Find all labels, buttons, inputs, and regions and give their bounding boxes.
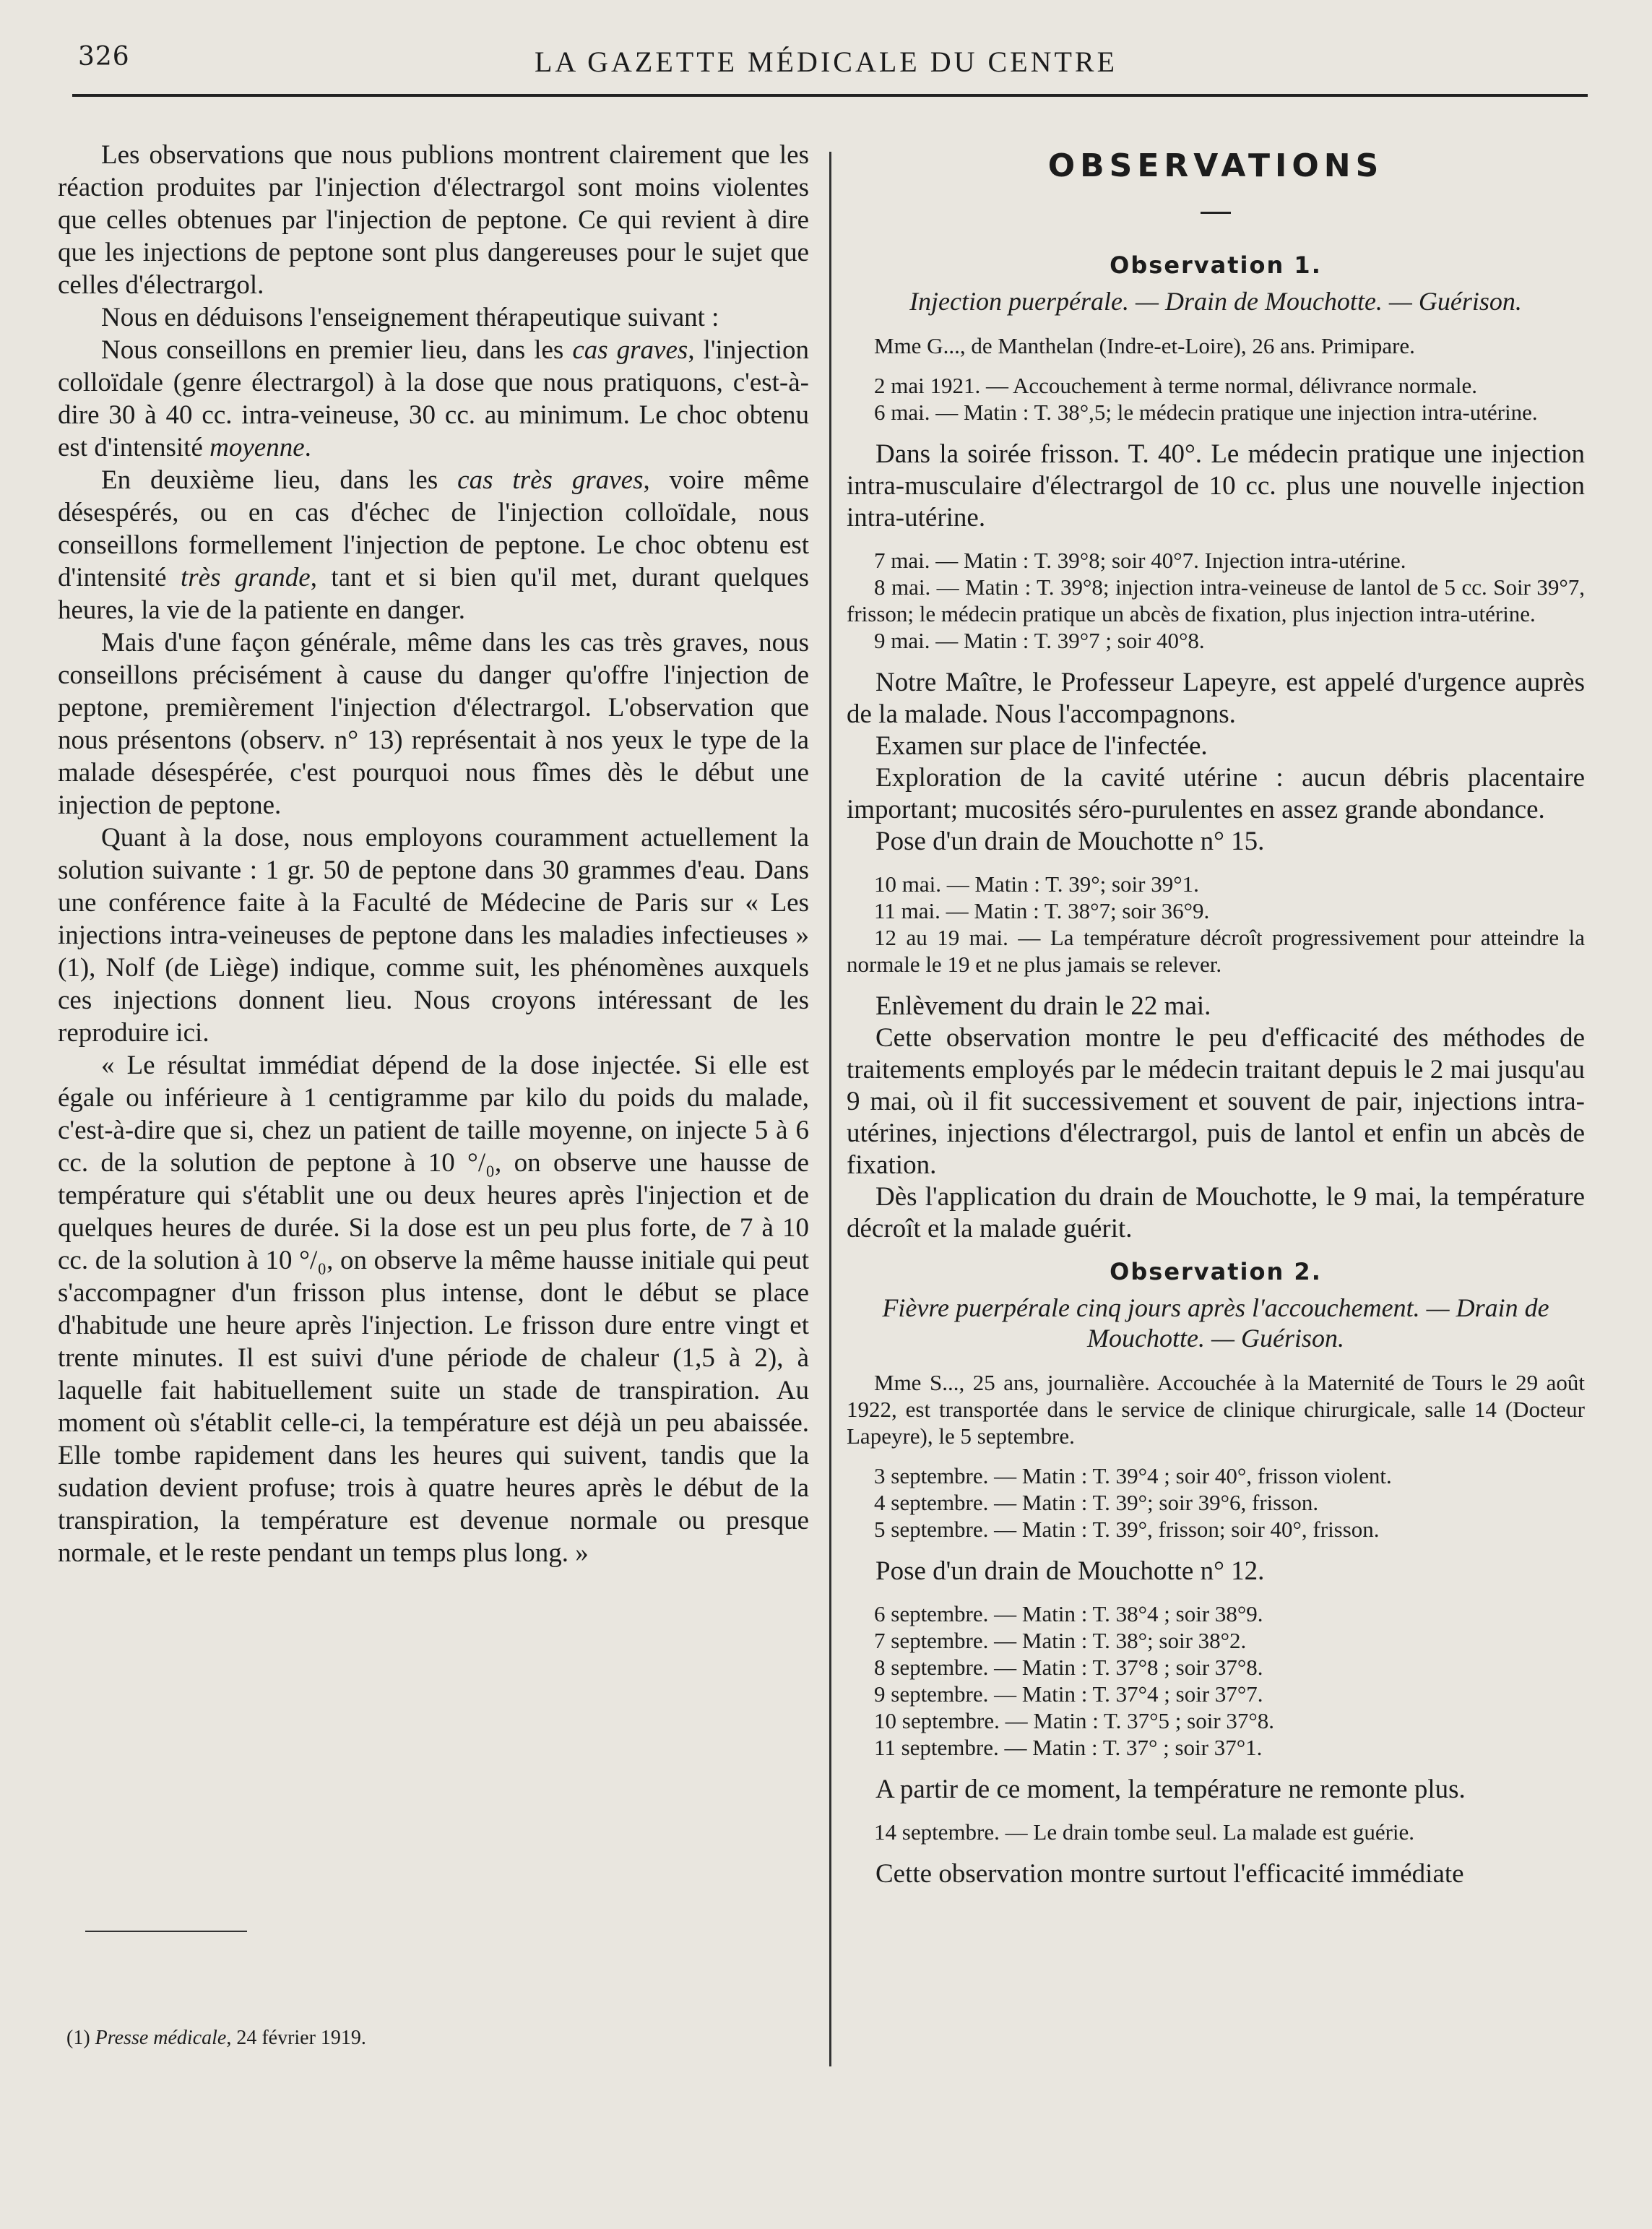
log-entry: 6 mai. — Matin : T. 38°,5; le médecin pratique une injection intra-utérine. — [874, 400, 1538, 425]
log-entry: 4 septembre. — Matin : T. 39°; soir 39°6, frisson. — [874, 1490, 1319, 1515]
paragraph: Dès l'application du drain de Mouchotte, le 9 mai, la température décroît et la malade guérit. — [847, 1182, 1585, 1243]
paragraph: Dans la soirée frisson. T. 40°. Le médecin pratique une injection intra-musculaire d'électrargol de 10 cc. plus une nouvelle injection intra-utérine. — [847, 439, 1585, 533]
paragraph — [58, 334, 809, 464]
emphasis: cas très graves — [457, 465, 644, 495]
log-entry: 5 septembre. — Matin : T. 39°, frisson; soir 40°, frisson. — [874, 1517, 1380, 1542]
paragraph: A partir de ce moment, la température ne remonte plus. — [875, 1775, 1466, 1804]
log-entry: 11 septembre. — Matin : T. 37° ; soir 37°1. — [874, 1735, 1263, 1760]
observation-2-subtitle: Fièvre puerpérale cinq jours après l'accouchement. — Drain de Mouchotte. — Guérison. — [882, 1293, 1549, 1353]
paragraph: Notre Maître, le Professeur Lapeyre, est appelé d'urgence auprès de la malade. Nous l'accompagnons. — [847, 668, 1585, 729]
paragraph: Mais d'une façon générale, même dans les cas très graves, nous conseillons précisément à cause du danger qu'offre l'injection de peptone, premièrement l'injection d'électrargol. L'observation que nous présentons (observ. n° 13) représentait à nos yeux le type de la malade désespérée, c'est pourquoi nous fîmes dès le début une injection de peptone. — [58, 628, 809, 820]
log-entry: 11 mai. — Matin : T. 38°7; soir 36°9. — [874, 898, 1210, 923]
paragraph: Pose d'un drain de Mouchotte n° 15. — [875, 827, 1265, 856]
log-entry: 12 au 19 mai. — La température décroît progressivement pour atteindre la normale le 19 et ne plus jamais se relever. — [847, 925, 1585, 977]
footnote-date: , 24 février 1919. — [226, 2027, 366, 2049]
footnote-rule — [85, 1931, 247, 1932]
text-run: Nous conseillons en premier lieu, dans les — [101, 335, 573, 365]
log-entry: 6 septembre. — Matin : T. 38°4 ; soir 38°9. — [874, 1601, 1263, 1626]
paragraph — [58, 464, 809, 626]
footnote — [66, 2027, 366, 2050]
header-rule — [72, 94, 1588, 97]
emphasis: très grande — [180, 563, 311, 592]
paragraph: Enlèvement du drain le 22 mai. — [875, 991, 1211, 1021]
observation-1-subtitle: Injection puerpérale. — Drain de Mouchotte. — Guérison. — [909, 287, 1522, 316]
heading-dash — [1201, 212, 1231, 214]
log-entry: 7 septembre. — Matin : T. 38°; soir 38°2. — [874, 1628, 1247, 1653]
log-entry: 9 mai. — Matin : T. 39°7 ; soir 40°8. — [874, 628, 1205, 653]
patient-intro: Mme S..., 25 ans, journalière. Accouchée à la Maternité de Tours le 29 août 1922, est transportée dans le service de clinique chirurgicale, salle 14 (Docteur Lapeyre), le 5 septembre. — [847, 1370, 1585, 1449]
paragraph: Les observations que nous publions montrent clairement que les réaction produites par l'injection d'électrargol sont moins violentes que celles obtenues par l'injection de peptone. Ce qui revient à dire que les injections de peptone sont plus dangereuses pour le sujet que celles d'électrargol. — [58, 140, 809, 300]
log-entry: 2 mai 1921. — Accouchement à terme normal, délivrance normale. — [874, 373, 1477, 398]
paragraph: Pose d'un drain de Mouchotte n° 12. — [875, 1556, 1265, 1586]
observation-2-title: Observation 2. — [1110, 1258, 1322, 1285]
text-run: En deuxième lieu, dans les — [101, 465, 458, 495]
paragraph: Cette observation montre le peu d'efficacité des méthodes de traitements employés par le médecin traitant depuis le 2 mai jusqu'au 9 mai, où il fit successivement et souvent de pair, injections intra-utérines, injections d'électrargol, puis de lantol et enfin un abcès de fixation. — [847, 1023, 1585, 1180]
column-divider — [829, 152, 831, 2066]
left-column — [58, 139, 809, 1569]
right-column — [847, 142, 1585, 1890]
section-heading: OBSERVATIONS — [1047, 147, 1384, 184]
page-number: 326 — [78, 42, 130, 72]
patient-intro: Mme G..., de Manthelan (Indre-et-Loire), 26 ans. Primipare. — [874, 333, 1415, 358]
paragraph: Exploration de la cavité utérine : aucun débris placentaire important; mucosités séro-purulentes en assez grande abondance. — [847, 763, 1585, 824]
text-run: , voire même désespérés, ou en cas d'échec de l'injection colloïdale, nous conseillons formellement l'injection de peptone. Le choc obtenu est d'intensité — [58, 465, 809, 592]
footnote-source: Presse médicale — [95, 2027, 227, 2049]
log-entry: 8 septembre. — Matin : T. 37°8 ; soir 37°8. — [874, 1655, 1263, 1680]
text-run: , l'injection colloïdale (genre électrargol) à la dose que nous pratiquons, c'est-à-dire 30 à 40 cc. intra-veineuse, 30 cc. au minimum. Le choc obtenu est d'intensité — [58, 335, 809, 462]
log-entry: 10 mai. — Matin : T. 39°; soir 39°1. — [874, 871, 1199, 897]
paragraph: Cette observation montre surtout l'efficacité immédiate — [875, 1859, 1464, 1889]
log-entry: 9 septembre. — Matin : T. 37°4 ; soir 37°7. — [874, 1681, 1263, 1707]
footnote-number: (1) — [66, 2027, 95, 2049]
emphasis: cas graves — [572, 335, 688, 365]
emphasis: moyenne — [209, 433, 305, 462]
paragraph: Nous en déduisons l'enseignement thérapeutique suivant : — [101, 303, 719, 332]
paragraph: Examen sur place de l'infectée. — [875, 731, 1208, 761]
log-entry: 7 mai. — Matin : T. 39°8; soir 40°7. Injection intra-utérine. — [874, 548, 1406, 573]
log-entry: 10 septembre. — Matin : T. 37°5 ; soir 37°8. — [874, 1708, 1275, 1733]
log-entry: 14 septembre. — Le drain tombe seul. La malade est guérie. — [874, 1819, 1415, 1845]
text-run: , tant et si bien qu'il met, durant quelques heures, la vie de la patiente en danger. — [58, 563, 810, 625]
text-run: . — [304, 433, 311, 462]
paragraph: Quant à la dose, nous employons couramment actuellement la solution suivante : 1 gr. 50 de peptone dans 30 grammes d'eau. Dans une conférence faite à la Faculté de Médecine de Paris sur « Les injections intra-veineuses de peptone dans les maladies infectieuses » (1), Nolf (de Liège) indique, comme suit, les phénomènes auxquels ces injections donnent lieu. Nous croyons intéressant de les reproduire ici. — [58, 823, 809, 1048]
paragraph: « Le résultat immédiat dépend de la dose injectée. Si elle est égale ou inférieure à 1 centigramme par kilo du poids du malade, c'est-à-dire que si, chez un patient de taille moyenne, on injecte 5 à 6 cc. de la solution de peptone à 10 °/₀, on observe une hausse de température qui s'établit une ou deux heures après l'injection et de quelques heures de durée. Si la dose est un peu plus forte, de 7 à 10 cc. de la solution à 10 °/₀, on observe la même hausse initiale qui peut s'accompagner d'un frisson plus intense, dont le début se place d'habitude une heure après l'injection. Le frisson dure entre vingt et trente minutes. Il est suivi d'une période de chaleur (1,5 à 2), à laquelle fait habituellement suite un stade de transpiration. Au moment où s'établit celle-ci, la température est déjà un peu abaissée. Elle tombe rapidement dans les heures qui suivent, tandis que la sudation devient profuse; trois à quatre heures après le début de la transpiration, la température est devenue normale ou presque normale, et le reste pendant un temps plus long. » — [58, 1051, 809, 1568]
observation-1-title: Observation 1. — [1110, 251, 1322, 279]
log-entry: 8 mai. — Matin : T. 39°8; injection intra-veineuse de lantol de 5 cc. Soir 39°7, frisson; le médecin pratique un abcès de fixation, plus injection intra-utérine. — [847, 574, 1585, 626]
running-title: LA GAZETTE MÉDICALE DU CENTRE — [535, 46, 1118, 78]
log-entry: 3 septembre. — Matin : T. 39°4 ; soir 40°, frisson violent. — [874, 1463, 1392, 1488]
